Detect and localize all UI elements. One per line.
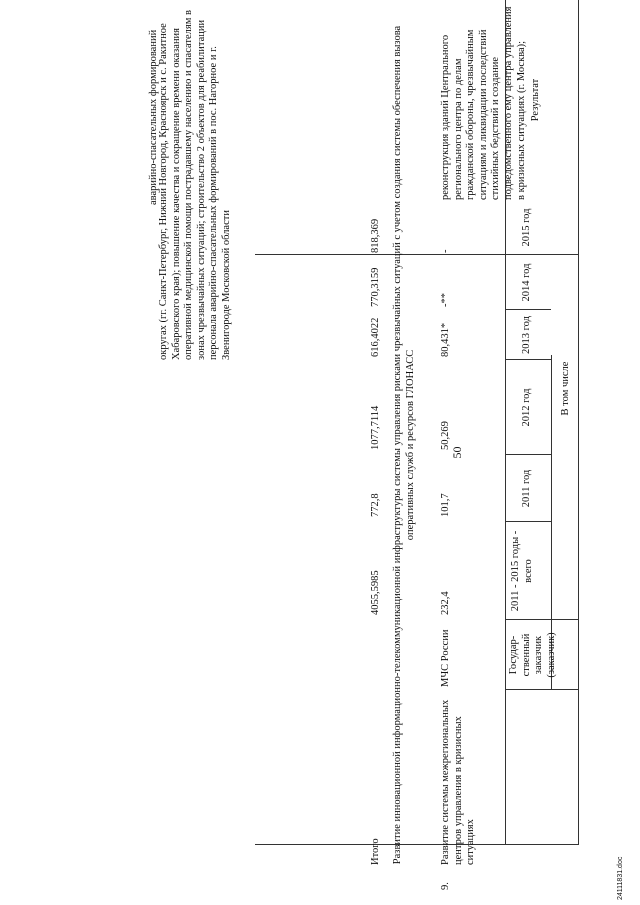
header-total: 2011 - 2015 годы - всего [510,530,534,612]
header-year-2012: 2012 год [521,388,532,427]
total-all: 4055,5985 [370,570,381,615]
section-title: Развитие инновационной информационно-телекоммуникационной инфраструктуры системы управления рисками чрезвычайных ситуаций с учетом создания системы обеспечения вызова оперативных служб и ресурсов ГЛОНАСС [392,25,416,865]
row9-2011: 101,7 [440,493,451,517]
row9-customer: МЧС России [440,629,451,687]
total-2014: 770,3159 [370,267,381,307]
row9-2012: 50,269 [440,421,451,450]
document-id: 24111831.doc [617,856,624,900]
row9-name: Развитие системы межрегиональных центров управления в кризисных ситуациях [440,699,477,865]
total-2011: 772,8 [370,493,381,517]
header-year-2014: 2014 год [521,263,532,302]
row9-result: реконструкция зданий Центрального регионального центра по делам гражданской обороны, чрезвычайным ситуациям и ликвидации последствий стихийных бедствий и создание подведомственного ему центра управления в кризисных ситуациях (г. Москва); [440,6,527,200]
header-year-2011: 2011 год [521,469,532,508]
total-2015: 818,369 [370,218,381,253]
header-including: В том числе [560,361,571,416]
table-top-border [578,0,579,845]
continued-row-result: округах (гг. Санкт-Петербург, Нижний Новгород, Красноярск и с. Ракитное Хабаровского края); повышение качества и сокращение времени оказания оперативной медицинской помощи пострадавшему населению и спасателям в зонах чрезвычайных ситуаций; строительство 2 объектов для реабилитации персонала аварийно-спасательных формирований в пос. Нагорное и г. Звенигороде Московской области [158,10,232,360]
row9-total: 232,4 [440,591,451,615]
total-2012: 1077,7114 [370,405,381,450]
header-year-2015: 2015 год [521,208,532,247]
header-year-2013: 2013 год [521,316,532,354]
total-label: Итого [370,838,381,865]
row9-number: 9. [440,882,451,890]
page-number: 50 [450,446,464,459]
continued-row-name: аварийно-спасательных формирований [148,29,159,205]
row9-2014: -** [440,293,451,307]
col-border-1 [505,844,578,845]
row9-2013: 80,431* [440,322,451,357]
total-2013: 616,4022 [370,317,381,357]
row9-2015: - [440,249,451,253]
header-result: Результат [530,78,541,122]
header-customer: Государ-ственный заказчик (заказчик) [508,632,557,678]
